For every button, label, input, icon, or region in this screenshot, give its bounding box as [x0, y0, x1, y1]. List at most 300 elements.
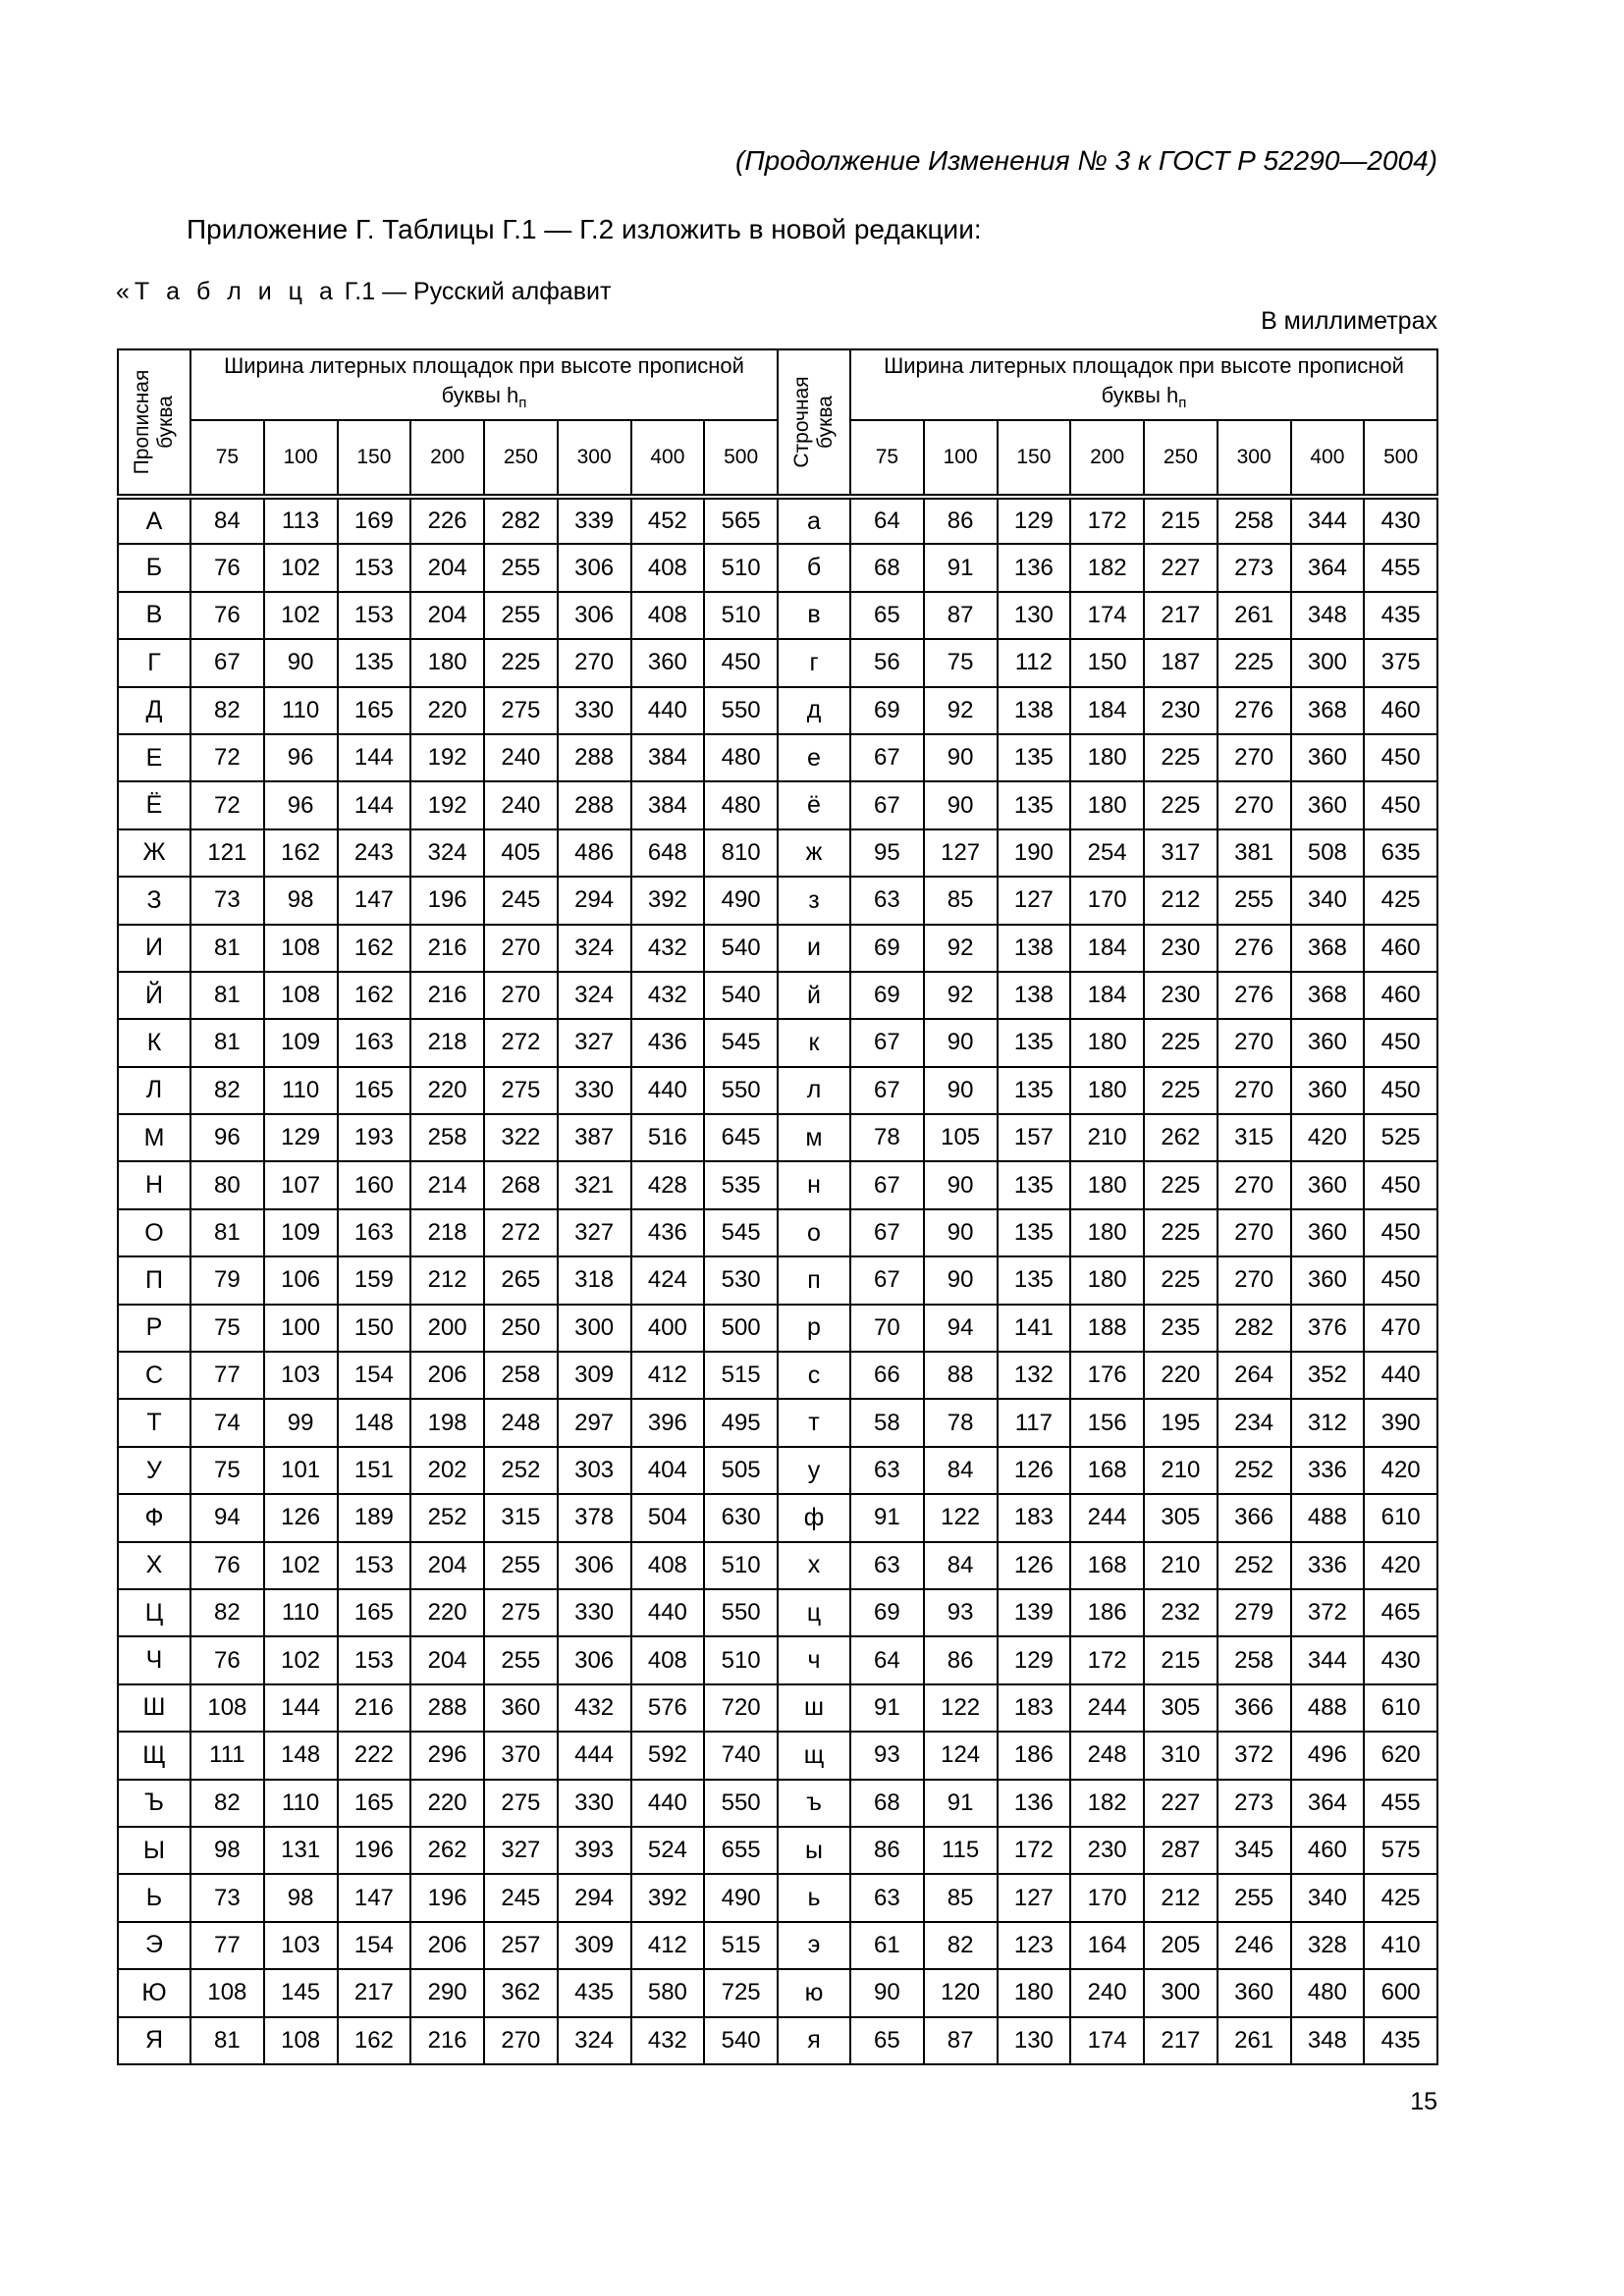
width-value-cell: 230 — [1144, 925, 1218, 972]
lower-letter-cell: т — [778, 1399, 850, 1446]
lower-letter-cell: о — [778, 1209, 850, 1256]
width-value-cell: 315 — [484, 1494, 558, 1541]
width-value-cell: 77 — [190, 1922, 264, 1969]
width-value-cell: 408 — [631, 592, 705, 639]
upper-letter-cell: Н — [118, 1161, 190, 1208]
width-value-cell: 444 — [558, 1732, 631, 1779]
width-value-cell: 310 — [1144, 1732, 1218, 1779]
width-value-cell: 189 — [338, 1494, 411, 1541]
width-value-cell: 165 — [338, 687, 411, 734]
width-value-cell: 486 — [558, 829, 631, 877]
width-value-cell: 279 — [1218, 1589, 1291, 1636]
lower-width-header-line2: буквы h — [1101, 383, 1179, 407]
width-value-cell: 127 — [998, 877, 1071, 924]
width-value-cell: 490 — [704, 1874, 778, 1921]
width-value-cell: 165 — [338, 1067, 411, 1114]
width-value-cell: 123 — [998, 1922, 1071, 1969]
width-value-cell: 86 — [924, 497, 998, 544]
width-value-cell: 287 — [1144, 1827, 1218, 1874]
width-value-cell: 98 — [264, 1874, 338, 1921]
width-value-cell: 102 — [264, 1636, 338, 1683]
width-value-cell: 95 — [850, 829, 924, 877]
width-value-cell: 204 — [410, 1542, 484, 1589]
width-value-cell: 336 — [1291, 1542, 1365, 1589]
width-value-cell: 404 — [631, 1447, 705, 1494]
width-value-cell: 245 — [484, 877, 558, 924]
width-value-cell: 368 — [1291, 972, 1365, 1019]
table-row — [118, 1494, 1437, 1541]
width-value-cell: 102 — [264, 592, 338, 639]
width-value-cell: 254 — [1070, 829, 1144, 877]
table-row — [118, 1732, 1437, 1779]
width-value-cell: 225 — [1144, 1209, 1218, 1256]
width-value-cell: 75 — [190, 1447, 264, 1494]
lower-size-header-300: 300 — [1218, 420, 1291, 497]
upper-size-header-250: 250 — [484, 420, 558, 497]
width-value-cell: 76 — [190, 1542, 264, 1589]
width-value-cell: 324 — [410, 829, 484, 877]
width-value-cell: 272 — [484, 1209, 558, 1256]
width-value-cell: 392 — [631, 877, 705, 924]
width-value-cell: 234 — [1218, 1399, 1291, 1446]
lower-size-header-200: 200 — [1070, 420, 1144, 497]
width-value-cell: 63 — [850, 1447, 924, 1494]
width-value-cell: 545 — [704, 1209, 778, 1256]
width-value-cell: 225 — [1218, 639, 1291, 686]
width-value-cell: 72 — [190, 734, 264, 781]
page-number: 15 — [1410, 2088, 1437, 2115]
table-body — [118, 497, 1437, 2064]
width-value-cell: 488 — [1291, 1684, 1365, 1732]
lower-size-header-500: 500 — [1364, 420, 1437, 497]
width-value-cell: 258 — [1218, 1636, 1291, 1683]
width-value-cell: 312 — [1291, 1399, 1365, 1446]
lower-letter-cell: л — [778, 1067, 850, 1114]
width-value-cell: 216 — [410, 972, 484, 1019]
width-value-cell: 129 — [998, 1636, 1071, 1683]
width-value-cell: 324 — [558, 925, 631, 972]
width-value-cell: 150 — [338, 1305, 411, 1352]
width-value-cell: 96 — [190, 1114, 264, 1161]
width-value-cell: 172 — [1070, 1636, 1144, 1683]
width-value-cell: 408 — [631, 544, 705, 591]
width-value-cell: 90 — [924, 1067, 998, 1114]
table-row — [118, 1447, 1437, 1494]
width-value-cell: 220 — [410, 1589, 484, 1636]
width-value-cell: 240 — [1070, 1969, 1144, 2016]
width-value-cell: 255 — [484, 1636, 558, 1683]
width-value-cell: 290 — [410, 1969, 484, 2016]
width-value-cell: 180 — [1070, 781, 1144, 828]
lower-letter-cell: а — [778, 497, 850, 544]
table-row — [118, 1542, 1437, 1589]
width-value-cell: 170 — [1070, 1874, 1144, 1921]
width-value-cell: 516 — [631, 1114, 705, 1161]
width-value-cell: 270 — [1218, 734, 1291, 781]
width-value-cell: 410 — [1364, 1922, 1437, 1969]
width-value-cell: 327 — [558, 1209, 631, 1256]
width-value-cell: 168 — [1070, 1447, 1144, 1494]
width-value-cell: 306 — [558, 592, 631, 639]
lower-letter-cell: и — [778, 925, 850, 972]
width-value-cell: 91 — [850, 1684, 924, 1732]
width-value-cell: 276 — [1218, 925, 1291, 972]
width-value-cell: 246 — [1218, 1922, 1291, 1969]
width-value-cell: 76 — [190, 1636, 264, 1683]
table-row — [118, 1161, 1437, 1208]
width-value-cell: 183 — [998, 1684, 1071, 1732]
width-value-cell: 69 — [850, 687, 924, 734]
width-value-cell: 172 — [998, 1827, 1071, 1874]
lower-letter-cell: в — [778, 592, 850, 639]
width-value-cell: 120 — [924, 1969, 998, 2016]
width-value-cell: 98 — [264, 877, 338, 924]
width-value-cell: 430 — [1364, 497, 1437, 544]
width-value-cell: 162 — [338, 972, 411, 1019]
width-value-cell: 127 — [924, 829, 998, 877]
width-value-cell: 275 — [484, 687, 558, 734]
upper-letter-cell: Ь — [118, 1874, 190, 1921]
width-value-cell: 184 — [1070, 687, 1144, 734]
width-value-cell: 432 — [631, 2017, 705, 2064]
width-value-cell: 69 — [850, 972, 924, 1019]
width-value-cell: 180 — [1070, 1256, 1144, 1304]
width-value-cell: 90 — [924, 1161, 998, 1208]
width-value-cell: 113 — [264, 497, 338, 544]
width-value-cell: 81 — [190, 2017, 264, 2064]
width-value-cell: 435 — [1364, 592, 1437, 639]
width-value-cell: 655 — [704, 1827, 778, 1874]
width-value-cell: 93 — [850, 1732, 924, 1779]
width-value-cell: 210 — [1144, 1542, 1218, 1589]
width-value-cell: 232 — [1144, 1589, 1218, 1636]
width-value-cell: 435 — [558, 1969, 631, 2016]
width-value-cell: 86 — [850, 1827, 924, 1874]
width-value-cell: 90 — [924, 1209, 998, 1256]
width-value-cell: 240 — [484, 734, 558, 781]
width-value-cell: 75 — [924, 639, 998, 686]
width-value-cell: 151 — [338, 1447, 411, 1494]
width-value-cell: 592 — [631, 1732, 705, 1779]
lower-letter-cell: ъ — [778, 1780, 850, 1827]
width-value-cell: 73 — [190, 877, 264, 924]
width-value-cell: 330 — [558, 1780, 631, 1827]
width-value-cell: 255 — [484, 592, 558, 639]
width-value-cell: 180 — [998, 1969, 1071, 2016]
width-value-cell: 156 — [1070, 1399, 1144, 1446]
width-value-cell: 81 — [190, 925, 264, 972]
upper-letter-cell: Б — [118, 544, 190, 591]
width-value-cell: 124 — [924, 1732, 998, 1779]
width-value-cell: 90 — [924, 734, 998, 781]
width-value-cell: 176 — [1070, 1352, 1144, 1399]
instruction-text: Приложение Г. Таблицы Г.1 — Г.2 изложить в новой редакции: — [187, 214, 982, 244]
width-value-cell: 360 — [631, 639, 705, 686]
table-row — [118, 544, 1437, 591]
lower-width-header-line1: Ширина литерных площадок при высоте прописной — [884, 353, 1404, 378]
width-value-cell: 227 — [1144, 1780, 1218, 1827]
width-value-cell: 106 — [264, 1256, 338, 1304]
width-value-cell: 65 — [850, 592, 924, 639]
width-value-cell: 193 — [338, 1114, 411, 1161]
lower-letter-cell: н — [778, 1161, 850, 1208]
width-value-cell: 115 — [924, 1827, 998, 1874]
width-value-cell: 204 — [410, 544, 484, 591]
width-value-cell: 212 — [1144, 1874, 1218, 1921]
width-value-cell: 108 — [190, 1684, 264, 1732]
width-value-cell: 270 — [484, 925, 558, 972]
width-value-cell: 126 — [264, 1494, 338, 1541]
width-value-cell: 360 — [1291, 781, 1365, 828]
width-value-cell: 109 — [264, 1019, 338, 1066]
width-value-cell: 430 — [1364, 1636, 1437, 1683]
width-value-cell: 101 — [264, 1447, 338, 1494]
width-value-cell: 67 — [850, 1161, 924, 1208]
width-value-cell: 225 — [1144, 1019, 1218, 1066]
width-value-cell: 261 — [1218, 2017, 1291, 2064]
width-value-cell: 67 — [850, 1067, 924, 1114]
width-value-cell: 196 — [338, 1827, 411, 1874]
width-value-cell: 110 — [264, 687, 338, 734]
width-value-cell: 360 — [484, 1684, 558, 1732]
width-value-cell: 392 — [631, 1874, 705, 1921]
width-value-cell: 535 — [704, 1161, 778, 1208]
upper-letter-cell: К — [118, 1019, 190, 1066]
width-value-cell: 339 — [558, 497, 631, 544]
width-value-cell: 74 — [190, 1399, 264, 1446]
width-value-cell: 348 — [1291, 592, 1365, 639]
width-value-cell: 215 — [1144, 1636, 1218, 1683]
width-value-cell: 420 — [1364, 1542, 1437, 1589]
width-value-cell: 740 — [704, 1732, 778, 1779]
width-value-cell: 384 — [631, 781, 705, 828]
upper-letter-cell: Я — [118, 2017, 190, 2064]
upper-letter-cell: А — [118, 497, 190, 544]
width-value-cell: 645 — [704, 1114, 778, 1161]
document-header-note: (Продолжение Изменения № 3 к ГОСТ Р 52290—2004) — [735, 145, 1437, 176]
width-value-cell: 150 — [1070, 639, 1144, 686]
width-value-cell: 515 — [704, 1352, 778, 1399]
width-value-cell: 72 — [190, 781, 264, 828]
table-row — [118, 1352, 1437, 1399]
width-value-cell: 275 — [484, 1589, 558, 1636]
width-value-cell: 220 — [410, 1780, 484, 1827]
width-value-cell: 322 — [484, 1114, 558, 1161]
width-value-cell: 206 — [410, 1922, 484, 1969]
width-value-cell: 84 — [924, 1542, 998, 1589]
width-value-cell: 90 — [924, 1019, 998, 1066]
width-value-cell: 135 — [998, 1019, 1071, 1066]
width-value-cell: 524 — [631, 1827, 705, 1874]
table-row — [118, 1114, 1437, 1161]
width-value-cell: 192 — [410, 734, 484, 781]
upper-size-header-100: 100 — [264, 420, 338, 497]
width-value-cell: 225 — [1144, 1161, 1218, 1208]
width-value-cell: 305 — [1144, 1494, 1218, 1541]
width-value-cell: 510 — [704, 544, 778, 591]
width-value-cell: 306 — [558, 544, 631, 591]
width-value-cell: 436 — [631, 1209, 705, 1256]
width-value-cell: 111 — [190, 1732, 264, 1779]
width-value-cell: 400 — [631, 1305, 705, 1352]
width-value-cell: 183 — [998, 1494, 1071, 1541]
width-value-cell: 122 — [924, 1684, 998, 1732]
width-value-cell: 270 — [1218, 1019, 1291, 1066]
width-value-cell: 186 — [1070, 1589, 1144, 1636]
width-value-cell: 94 — [190, 1494, 264, 1541]
width-value-cell: 204 — [410, 592, 484, 639]
width-value-cell: 96 — [264, 781, 338, 828]
width-value-cell: 136 — [998, 544, 1071, 591]
width-value-cell: 460 — [1364, 687, 1437, 734]
width-value-cell: 110 — [264, 1780, 338, 1827]
width-value-cell: 362 — [484, 1969, 558, 2016]
width-value-cell: 144 — [338, 734, 411, 781]
width-value-cell: 576 — [631, 1684, 705, 1732]
width-value-cell: 204 — [410, 1636, 484, 1683]
width-value-cell: 264 — [1218, 1352, 1291, 1399]
width-value-cell: 306 — [558, 1542, 631, 1589]
width-value-cell: 272 — [484, 1019, 558, 1066]
width-value-cell: 230 — [1144, 972, 1218, 1019]
width-value-cell: 78 — [850, 1114, 924, 1161]
width-value-cell: 184 — [1070, 972, 1144, 1019]
width-value-cell: 135 — [998, 1256, 1071, 1304]
lower-letter-cell: ю — [778, 1969, 850, 2016]
width-value-cell: 364 — [1291, 544, 1365, 591]
width-value-cell: 160 — [338, 1161, 411, 1208]
width-value-cell: 480 — [1291, 1969, 1365, 2016]
width-value-cell: 108 — [264, 925, 338, 972]
width-value-cell: 188 — [1070, 1305, 1144, 1352]
width-value-cell: 270 — [1218, 1067, 1291, 1114]
upper-letter-cell: Э — [118, 1922, 190, 1969]
width-value-cell: 217 — [338, 1969, 411, 2016]
width-value-cell: 145 — [264, 1969, 338, 2016]
width-value-cell: 317 — [1144, 829, 1218, 877]
upper-width-header — [190, 349, 778, 420]
width-value-cell: 460 — [1291, 1827, 1365, 1874]
width-value-cell: 243 — [338, 829, 411, 877]
width-value-cell: 306 — [558, 1636, 631, 1683]
width-value-cell: 157 — [998, 1114, 1071, 1161]
lower-letter-cell: й — [778, 972, 850, 1019]
table-row — [118, 1589, 1437, 1636]
width-value-cell: 84 — [924, 1447, 998, 1494]
lower-letter-cell: р — [778, 1305, 850, 1352]
width-value-cell: 135 — [998, 1067, 1071, 1114]
width-value-cell: 154 — [338, 1922, 411, 1969]
width-value-cell: 64 — [850, 1636, 924, 1683]
width-value-cell: 440 — [631, 1589, 705, 1636]
upper-width-header-line2: буквы h — [441, 383, 519, 407]
width-value-cell: 225 — [1144, 781, 1218, 828]
width-value-cell: 82 — [190, 1589, 264, 1636]
width-value-cell: 620 — [1364, 1732, 1437, 1779]
width-value-cell: 450 — [704, 639, 778, 686]
table-header — [118, 349, 1437, 497]
width-value-cell: 63 — [850, 877, 924, 924]
table-row — [118, 1067, 1437, 1114]
width-value-cell: 450 — [1364, 1019, 1437, 1066]
width-value-cell: 360 — [1218, 1969, 1291, 2016]
width-value-cell: 138 — [998, 925, 1071, 972]
width-value-cell: 225 — [484, 639, 558, 686]
lower-letter-cell: м — [778, 1114, 850, 1161]
width-value-cell: 63 — [850, 1874, 924, 1921]
lower-letter-cell: ц — [778, 1589, 850, 1636]
width-value-cell: 330 — [558, 1067, 631, 1114]
upper-letter-cell: П — [118, 1256, 190, 1304]
width-value-cell: 186 — [998, 1732, 1071, 1779]
upper-size-header-200: 200 — [410, 420, 484, 497]
width-value-cell: 245 — [484, 1874, 558, 1921]
width-value-cell: 58 — [850, 1399, 924, 1446]
width-value-cell: 450 — [1364, 781, 1437, 828]
width-value-cell: 67 — [850, 1209, 924, 1256]
width-value-cell: 344 — [1291, 497, 1365, 544]
table-row — [118, 497, 1437, 544]
width-value-cell: 550 — [704, 1067, 778, 1114]
width-value-cell: 217 — [1144, 592, 1218, 639]
width-value-cell: 217 — [1144, 2017, 1218, 2064]
width-value-cell: 360 — [1291, 1256, 1365, 1304]
width-value-cell: 550 — [704, 1589, 778, 1636]
lower-size-header-400: 400 — [1291, 420, 1365, 497]
width-value-cell: 565 — [704, 497, 778, 544]
lower-width-header — [850, 349, 1437, 420]
upper-letter-cell: Ъ — [118, 1780, 190, 1827]
upper-letter-cell: С — [118, 1352, 190, 1399]
width-value-cell: 76 — [190, 592, 264, 639]
width-value-cell: 180 — [1070, 1019, 1144, 1066]
width-value-cell: 92 — [924, 972, 998, 1019]
width-value-cell: 135 — [998, 1161, 1071, 1208]
width-value-cell: 85 — [924, 1874, 998, 1921]
width-value-cell: 495 — [704, 1399, 778, 1446]
width-value-cell: 68 — [850, 1780, 924, 1827]
width-value-cell: 86 — [924, 1636, 998, 1683]
width-value-cell: 412 — [631, 1352, 705, 1399]
table-row — [118, 1827, 1437, 1874]
width-value-cell: 270 — [1218, 1256, 1291, 1304]
width-value-cell: 75 — [190, 1305, 264, 1352]
width-value-cell: 630 — [704, 1494, 778, 1541]
width-value-cell: 336 — [1291, 1447, 1365, 1494]
width-value-cell: 67 — [850, 781, 924, 828]
width-value-cell: 103 — [264, 1352, 338, 1399]
width-value-cell: 168 — [1070, 1542, 1144, 1589]
width-value-cell: 465 — [1364, 1589, 1437, 1636]
width-value-cell: 230 — [1144, 687, 1218, 734]
width-value-cell: 244 — [1070, 1494, 1144, 1541]
width-value-cell: 225 — [1144, 1067, 1218, 1114]
width-value-cell: 327 — [558, 1019, 631, 1066]
width-value-cell: 480 — [704, 781, 778, 828]
upper-letter-cell: Е — [118, 734, 190, 781]
width-value-cell: 540 — [704, 972, 778, 1019]
width-value-cell: 432 — [631, 925, 705, 972]
width-value-cell: 90 — [850, 1969, 924, 2016]
width-value-cell: 435 — [1364, 2017, 1437, 2064]
width-value-cell: 92 — [924, 687, 998, 734]
width-value-cell: 270 — [1218, 1209, 1291, 1256]
width-value-cell: 196 — [410, 877, 484, 924]
width-value-cell: 408 — [631, 1636, 705, 1683]
width-value-cell: 122 — [924, 1494, 998, 1541]
width-value-cell: 121 — [190, 829, 264, 877]
width-value-cell: 190 — [998, 829, 1071, 877]
